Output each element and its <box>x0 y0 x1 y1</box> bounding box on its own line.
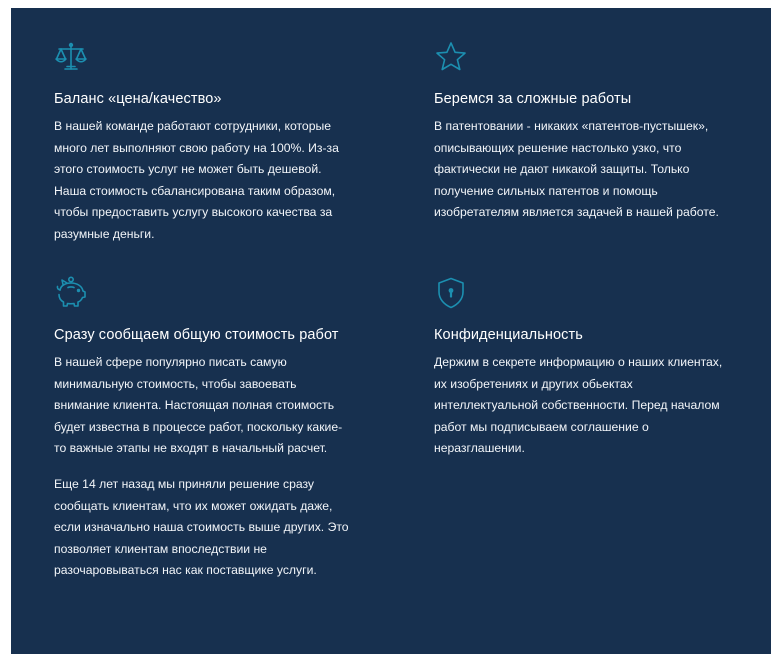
shield-lock-icon <box>434 276 468 310</box>
piggy-bank-icon <box>54 276 88 310</box>
feature-complex-work <box>434 40 734 224</box>
feature-title: Конфиденциальность <box>434 327 583 343</box>
scales-icon <box>54 40 88 74</box>
features-panel <box>11 8 771 654</box>
feature-title: Сразу сообщаем общую стоимость работ <box>54 327 339 343</box>
feature-paragraph: В нашей команде работают сотрудники, которые много лет выполняют свою работу на 100%. Из-за этого стоимость услуг не может быть дешевой. Наша стоимость сбалансирована таким образом, чтобы предоставить услугу высокого качества за разумные деньги. <box>54 119 339 241</box>
feature-paragraph: Держим в секрете информацию о наших клиентах, их изобретениях и других обьектах интеллектуальной собственности. Перед началом работ мы подписываем соглашение о неразглашении. <box>434 355 723 456</box>
feature-description <box>54 116 354 246</box>
feature-confidentiality <box>434 276 734 460</box>
feature-price-quality <box>54 40 354 246</box>
feature-title: Беремся за сложные работы <box>434 91 632 107</box>
feature-total-cost <box>54 276 354 582</box>
feature-description <box>434 352 734 460</box>
feature-paragraph: Еще 14 лет назад мы приняли решение сразу сообщать клиентам, что их может ожидать даже, если изначально наша стоимость выше других. Это позволяет клиентам впоследствии не разочаровываться нас как поставщике услуги. <box>54 476 349 578</box>
star-icon <box>434 40 468 74</box>
feature-title: Баланс «цена/качество» <box>54 91 222 107</box>
feature-paragraph: В нашей сфере популярно писать самую минимальную стоимость, чтобы завоевать внимание клиента. Настоящая полная стоимость будет известна в процессе работ, поскольку какие-то важные этапы не входят в начальный расчет. <box>54 355 343 456</box>
feature-paragraph: В патентовании - никаких «патентов-пустышек», описывающих решение настолько узко, что фактически не дают никакой защиты. Только получение сильных патентов и помощь изобретателям является задачей в нашей работе. <box>434 119 719 220</box>
feature-description <box>434 116 734 224</box>
feature-description <box>54 352 354 582</box>
